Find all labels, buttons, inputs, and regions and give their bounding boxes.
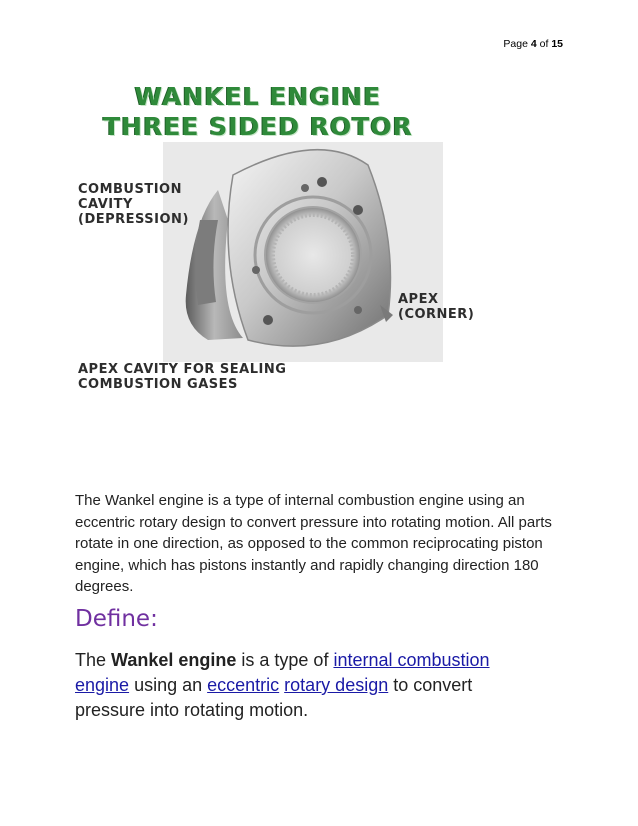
define-paragraph [75,648,535,723]
label-line: COMBUSTION GASES [78,377,238,392]
bolt-hole [263,315,273,325]
bolt-hole [252,266,260,274]
figure-title-line2: THREE SIDED ROTOR [103,112,413,141]
internal-gear [265,207,361,303]
bolt-hole [354,306,362,314]
define-bold-term: Wankel engine [111,650,237,670]
define-heading: Define: [75,606,158,632]
bolt-hole [317,177,327,187]
define-text-5: to convert pressure into rotating motion. [75,675,473,720]
link-eccentric[interactable]: eccentric [207,675,280,695]
bolt-hole [301,184,309,192]
label-line: (CORNER) [398,307,475,322]
label-line: (DEPRESSION) [78,212,189,227]
page-prefix: Page [503,38,528,50]
label-apex [398,292,498,322]
label-combustion-cavity [78,182,238,227]
label-line: COMBUSTION [78,182,182,197]
wankel-rotor-figure [68,70,475,410]
label-apex-cavity [78,362,378,392]
label-line: APEX [398,292,439,307]
page-number [503,38,563,50]
define-text-1: The [75,650,112,670]
label-line: APEX CAVITY FOR SEALING [78,362,287,377]
page-current: 4 [530,38,537,50]
figure-title-line1: WANKEL ENGINE [134,82,382,111]
link-internal-combustion-engine[interactable]: internal combustion engine [75,650,490,695]
page-total: 15 [551,38,563,50]
label-line: CAVITY [78,197,133,212]
define-text-2: is a type of [236,650,334,670]
link-rotary-design[interactable]: rotary design [284,675,389,695]
define-text-3: using an [129,675,208,695]
description-paragraph: The Wankel engine is a type of internal combustion engine using an eccentric rotary design to convert pressure into rotating motion. All parts rotate in one direction, as opposed to the common reciprocating piston engine, which has pistons instantly and rapidly changing direction 180 degrees. [75,492,552,595]
page-of: of [539,38,549,50]
bolt-hole [353,205,363,215]
